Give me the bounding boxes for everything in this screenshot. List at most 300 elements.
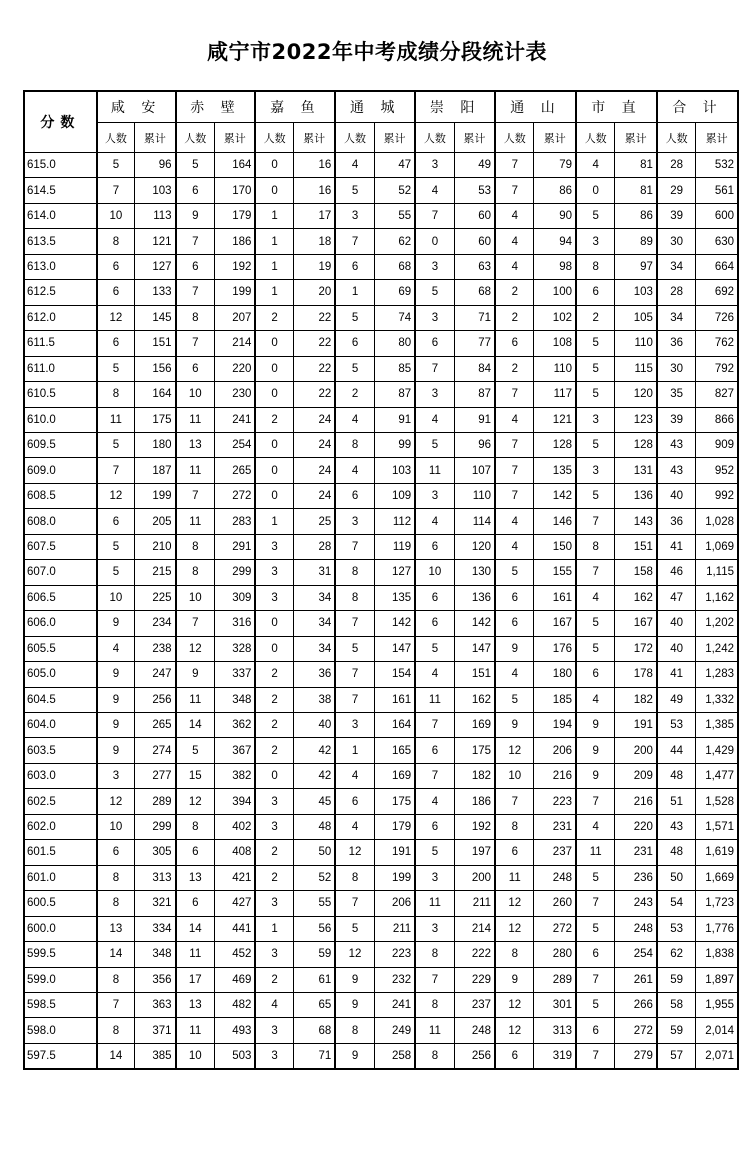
cumulative-cell: 726 — [696, 305, 738, 330]
cumulative-cell: 110 — [615, 331, 657, 356]
cumulative-cell: 792 — [696, 356, 738, 381]
cumulative-cell: 236 — [615, 865, 657, 890]
cumulative-cell: 211 — [454, 891, 495, 916]
count-cell: 10 — [97, 814, 135, 839]
count-header: 人数 — [657, 123, 696, 153]
cumulative-cell: 17 — [293, 203, 335, 228]
count-cell: 0 — [255, 382, 293, 407]
count-cell: 5 — [97, 153, 135, 178]
count-cell: 0 — [255, 153, 293, 178]
count-cell: 6 — [495, 840, 534, 865]
cumulative-cell: 40 — [293, 712, 335, 737]
cumulative-cell: 86 — [534, 178, 576, 203]
count-cell: 3 — [255, 814, 293, 839]
cumulative-cell: 34 — [293, 585, 335, 610]
count-cell: 11 — [176, 942, 215, 967]
cumulative-cell: 214 — [214, 331, 255, 356]
cumulative-cell: 128 — [615, 432, 657, 457]
score-cell: 611.0 — [24, 356, 97, 381]
score-distribution-table — [23, 90, 739, 1070]
cumulative-cell: 1,429 — [696, 738, 738, 763]
cumulative-cell: 1,242 — [696, 636, 738, 661]
count-cell: 4 — [576, 814, 615, 839]
score-cell: 603.5 — [24, 738, 97, 763]
count-cell: 7 — [335, 611, 374, 636]
cumulative-cell: 600 — [696, 203, 738, 228]
cumulative-cell: 31 — [293, 560, 335, 585]
cumulative-cell: 258 — [374, 1043, 415, 1069]
cumulative-cell: 142 — [374, 611, 415, 636]
cumulative-cell: 131 — [615, 458, 657, 483]
score-cell: 612.5 — [24, 280, 97, 305]
cumulative-cell: 155 — [534, 560, 576, 585]
cumulative-cell: 382 — [214, 763, 255, 788]
cumulative-cell: 28 — [293, 534, 335, 559]
count-header: 人数 — [97, 123, 135, 153]
count-cell: 11 — [415, 891, 454, 916]
cumulative-cell: 207 — [214, 305, 255, 330]
cumulative-cell: 561 — [696, 178, 738, 203]
count-cell: 0 — [255, 458, 293, 483]
count-cell: 7 — [576, 891, 615, 916]
table-row — [24, 483, 738, 508]
count-cell: 12 — [495, 992, 534, 1017]
count-cell: 12 — [335, 840, 374, 865]
count-cell: 4 — [335, 458, 374, 483]
cumulative-cell: 68 — [454, 280, 495, 305]
count-cell: 8 — [97, 891, 135, 916]
cumulative-cell: 185 — [534, 687, 576, 712]
cumulative-cell: 48 — [293, 814, 335, 839]
cumulative-cell: 206 — [374, 891, 415, 916]
cumulative-cell: 24 — [293, 432, 335, 457]
count-cell: 6 — [97, 509, 135, 534]
cumulative-cell: 81 — [615, 178, 657, 203]
score-cell: 599.0 — [24, 967, 97, 992]
table-row — [24, 203, 738, 228]
cumulative-cell: 337 — [214, 662, 255, 687]
table-row — [24, 254, 738, 279]
count-cell: 7 — [176, 611, 215, 636]
count-cell: 7 — [576, 560, 615, 585]
cumulative-header: 累计 — [534, 123, 576, 153]
cumulative-cell: 254 — [615, 942, 657, 967]
count-cell: 5 — [576, 432, 615, 457]
cumulative-cell: 178 — [615, 662, 657, 687]
count-cell: 3 — [576, 229, 615, 254]
cumulative-cell: 36 — [293, 662, 335, 687]
count-cell: 47 — [657, 585, 696, 610]
cumulative-cell: 16 — [293, 178, 335, 203]
count-cell: 7 — [415, 712, 454, 737]
region-header: 嘉 鱼 — [255, 91, 335, 123]
cumulative-cell: 1,028 — [696, 509, 738, 534]
cumulative-cell: 238 — [135, 636, 176, 661]
count-cell: 4 — [495, 254, 534, 279]
count-cell: 17 — [176, 967, 215, 992]
table-row — [24, 992, 738, 1017]
cumulative-header: 累计 — [214, 123, 255, 153]
score-cell: 602.5 — [24, 789, 97, 814]
count-cell: 1 — [335, 738, 374, 763]
count-cell: 6 — [415, 814, 454, 839]
cumulative-cell: 127 — [135, 254, 176, 279]
count-cell: 9 — [335, 992, 374, 1017]
count-cell: 8 — [576, 254, 615, 279]
cumulative-cell: 151 — [615, 534, 657, 559]
count-cell: 8 — [335, 1018, 374, 1043]
cumulative-cell: 49 — [454, 153, 495, 178]
count-cell: 5 — [335, 305, 374, 330]
count-cell: 8 — [576, 534, 615, 559]
header-row-regions — [24, 91, 738, 123]
count-cell: 6 — [576, 662, 615, 687]
cumulative-cell: 34 — [293, 636, 335, 661]
count-cell: 3 — [415, 483, 454, 508]
cumulative-cell: 84 — [454, 356, 495, 381]
cumulative-cell: 1,955 — [696, 992, 738, 1017]
cumulative-header: 累计 — [374, 123, 415, 153]
cumulative-cell: 135 — [374, 585, 415, 610]
count-cell: 41 — [657, 534, 696, 559]
count-cell: 11 — [176, 1018, 215, 1043]
cumulative-cell: 147 — [454, 636, 495, 661]
count-cell: 3 — [576, 407, 615, 432]
count-cell: 0 — [255, 763, 293, 788]
cumulative-cell: 261 — [615, 967, 657, 992]
count-cell: 11 — [176, 407, 215, 432]
cumulative-cell: 68 — [293, 1018, 335, 1043]
cumulative-cell: 24 — [293, 458, 335, 483]
count-cell: 8 — [495, 814, 534, 839]
cumulative-cell: 692 — [696, 280, 738, 305]
score-cell: 599.5 — [24, 942, 97, 967]
table-row — [24, 1043, 738, 1069]
table-row — [24, 407, 738, 432]
cumulative-cell: 234 — [135, 611, 176, 636]
cumulative-cell: 209 — [615, 763, 657, 788]
count-cell: 5 — [97, 432, 135, 457]
table-row — [24, 967, 738, 992]
cumulative-cell: 222 — [454, 942, 495, 967]
count-cell: 8 — [176, 305, 215, 330]
cumulative-cell: 199 — [214, 280, 255, 305]
count-cell: 9 — [97, 738, 135, 763]
table-row — [24, 382, 738, 407]
cumulative-cell: 45 — [293, 789, 335, 814]
count-cell: 3 — [255, 534, 293, 559]
count-cell: 3 — [415, 382, 454, 407]
count-cell: 7 — [335, 662, 374, 687]
cumulative-cell: 256 — [454, 1043, 495, 1069]
count-cell: 8 — [97, 865, 135, 890]
cumulative-cell: 55 — [374, 203, 415, 228]
count-cell: 48 — [657, 763, 696, 788]
count-cell: 9 — [97, 611, 135, 636]
count-cell: 40 — [657, 611, 696, 636]
cumulative-cell: 77 — [454, 331, 495, 356]
cumulative-cell: 274 — [135, 738, 176, 763]
count-cell: 39 — [657, 407, 696, 432]
count-cell: 51 — [657, 789, 696, 814]
count-cell: 9 — [335, 1043, 374, 1069]
cumulative-cell: 50 — [293, 840, 335, 865]
cumulative-cell: 229 — [454, 967, 495, 992]
cumulative-cell: 371 — [135, 1018, 176, 1043]
count-cell: 6 — [176, 178, 215, 203]
count-cell: 5 — [576, 483, 615, 508]
count-cell: 5 — [576, 611, 615, 636]
cumulative-cell: 147 — [374, 636, 415, 661]
cumulative-header: 累计 — [615, 123, 657, 153]
table-row — [24, 712, 738, 737]
cumulative-cell: 34 — [293, 611, 335, 636]
score-cell: 605.5 — [24, 636, 97, 661]
count-cell: 7 — [576, 1043, 615, 1069]
cumulative-cell: 56 — [293, 916, 335, 941]
cumulative-cell: 110 — [454, 483, 495, 508]
cumulative-cell: 151 — [135, 331, 176, 356]
score-cell: 606.0 — [24, 611, 97, 636]
count-cell: 6 — [495, 611, 534, 636]
table-row — [24, 891, 738, 916]
cumulative-cell: 60 — [454, 203, 495, 228]
cumulative-cell: 24 — [293, 407, 335, 432]
count-cell: 4 — [415, 407, 454, 432]
cumulative-cell: 121 — [534, 407, 576, 432]
region-header: 赤 壁 — [176, 91, 256, 123]
cumulative-cell: 1,115 — [696, 560, 738, 585]
score-cell: 609.0 — [24, 458, 97, 483]
count-cell: 4 — [495, 534, 534, 559]
count-cell: 2 — [255, 662, 293, 687]
cumulative-cell: 158 — [615, 560, 657, 585]
cumulative-cell: 81 — [615, 153, 657, 178]
count-cell: 12 — [495, 891, 534, 916]
cumulative-cell: 59 — [293, 942, 335, 967]
score-column-header: 分数 — [24, 91, 97, 153]
count-cell: 7 — [495, 432, 534, 457]
count-cell: 5 — [576, 916, 615, 941]
count-cell: 6 — [335, 483, 374, 508]
score-cell: 612.0 — [24, 305, 97, 330]
cumulative-cell: 169 — [454, 712, 495, 737]
count-cell: 1 — [255, 229, 293, 254]
cumulative-cell: 69 — [374, 280, 415, 305]
cumulative-cell: 179 — [374, 814, 415, 839]
count-cell: 14 — [97, 1043, 135, 1069]
cumulative-cell: 187 — [135, 458, 176, 483]
count-cell: 8 — [176, 814, 215, 839]
table-row — [24, 916, 738, 941]
count-cell: 57 — [657, 1043, 696, 1069]
score-cell: 613.5 — [24, 229, 97, 254]
cumulative-cell: 42 — [293, 738, 335, 763]
cumulative-cell: 1,897 — [696, 967, 738, 992]
cumulative-cell: 532 — [696, 153, 738, 178]
cumulative-cell: 53 — [454, 178, 495, 203]
count-cell: 12 — [97, 305, 135, 330]
count-cell: 2 — [255, 687, 293, 712]
cumulative-cell: 136 — [454, 585, 495, 610]
table-row — [24, 534, 738, 559]
count-cell: 0 — [255, 636, 293, 661]
cumulative-cell: 319 — [534, 1043, 576, 1069]
count-cell: 3 — [335, 509, 374, 534]
cumulative-cell: 265 — [214, 458, 255, 483]
cumulative-cell: 120 — [454, 534, 495, 559]
score-cell: 605.0 — [24, 662, 97, 687]
cumulative-cell: 220 — [214, 356, 255, 381]
count-cell: 13 — [97, 916, 135, 941]
count-cell: 8 — [176, 534, 215, 559]
cumulative-header: 累计 — [135, 123, 176, 153]
cumulative-cell: 247 — [135, 662, 176, 687]
count-cell: 8 — [335, 432, 374, 457]
count-cell: 7 — [97, 458, 135, 483]
score-cell: 611.5 — [24, 331, 97, 356]
cumulative-cell: 289 — [534, 967, 576, 992]
cumulative-cell: 866 — [696, 407, 738, 432]
cumulative-cell: 180 — [534, 662, 576, 687]
cumulative-cell: 85 — [374, 356, 415, 381]
cumulative-cell: 249 — [374, 1018, 415, 1043]
count-cell: 4 — [576, 585, 615, 610]
count-cell: 9 — [576, 712, 615, 737]
count-cell: 6 — [335, 789, 374, 814]
cumulative-cell: 493 — [214, 1018, 255, 1043]
count-cell: 6 — [97, 254, 135, 279]
count-cell: 3 — [255, 560, 293, 585]
count-cell: 2 — [255, 865, 293, 890]
count-cell: 1 — [255, 254, 293, 279]
count-cell: 12 — [495, 916, 534, 941]
cumulative-cell: 86 — [615, 203, 657, 228]
cumulative-cell: 87 — [374, 382, 415, 407]
count-cell: 7 — [176, 280, 215, 305]
cumulative-cell: 113 — [135, 203, 176, 228]
cumulative-cell: 367 — [214, 738, 255, 763]
count-cell: 3 — [415, 153, 454, 178]
count-cell: 4 — [576, 687, 615, 712]
cumulative-cell: 1,283 — [696, 662, 738, 687]
count-cell: 13 — [176, 432, 215, 457]
count-cell: 8 — [97, 967, 135, 992]
count-cell: 11 — [415, 1018, 454, 1043]
score-cell: 598.0 — [24, 1018, 97, 1043]
count-cell: 3 — [255, 1043, 293, 1069]
count-cell: 11 — [415, 458, 454, 483]
cumulative-cell: 98 — [534, 254, 576, 279]
count-cell: 7 — [335, 534, 374, 559]
count-cell: 7 — [495, 789, 534, 814]
table-row — [24, 356, 738, 381]
count-header: 人数 — [176, 123, 215, 153]
cumulative-cell: 427 — [214, 891, 255, 916]
count-cell: 3 — [255, 891, 293, 916]
score-cell: 606.5 — [24, 585, 97, 610]
cumulative-cell: 223 — [374, 942, 415, 967]
count-cell: 5 — [576, 203, 615, 228]
cumulative-cell: 348 — [214, 687, 255, 712]
count-cell: 6 — [576, 280, 615, 305]
cumulative-cell: 385 — [135, 1043, 176, 1069]
count-cell: 3 — [415, 916, 454, 941]
cumulative-cell: 1,332 — [696, 687, 738, 712]
count-cell: 2 — [335, 382, 374, 407]
count-cell: 6 — [415, 585, 454, 610]
count-cell: 12 — [495, 738, 534, 763]
cumulative-cell: 408 — [214, 840, 255, 865]
cumulative-cell: 180 — [135, 432, 176, 457]
count-cell: 40 — [657, 636, 696, 661]
count-cell: 5 — [97, 560, 135, 585]
cumulative-cell: 191 — [374, 840, 415, 865]
cumulative-cell: 216 — [615, 789, 657, 814]
count-cell: 0 — [255, 432, 293, 457]
count-cell: 11 — [176, 458, 215, 483]
count-cell: 11 — [97, 407, 135, 432]
cumulative-cell: 165 — [374, 738, 415, 763]
cumulative-cell: 192 — [214, 254, 255, 279]
cumulative-cell: 167 — [615, 611, 657, 636]
count-cell: 59 — [657, 967, 696, 992]
count-cell: 2 — [255, 840, 293, 865]
table-row — [24, 432, 738, 457]
count-cell: 0 — [255, 356, 293, 381]
count-cell: 12 — [176, 636, 215, 661]
cumulative-cell: 630 — [696, 229, 738, 254]
count-cell: 3 — [335, 712, 374, 737]
cumulative-cell: 664 — [696, 254, 738, 279]
count-cell: 8 — [97, 229, 135, 254]
count-cell: 36 — [657, 331, 696, 356]
count-cell: 6 — [176, 840, 215, 865]
count-cell: 12 — [335, 942, 374, 967]
cumulative-cell: 248 — [615, 916, 657, 941]
score-cell: 608.0 — [24, 509, 97, 534]
score-cell: 604.0 — [24, 712, 97, 737]
count-cell: 5 — [415, 840, 454, 865]
count-cell: 34 — [657, 254, 696, 279]
count-cell: 0 — [415, 229, 454, 254]
count-cell: 6 — [495, 1043, 534, 1069]
cumulative-cell: 167 — [534, 611, 576, 636]
count-cell: 9 — [495, 967, 534, 992]
count-cell: 9 — [97, 687, 135, 712]
cumulative-cell: 192 — [454, 814, 495, 839]
count-cell: 6 — [415, 534, 454, 559]
count-cell: 4 — [495, 203, 534, 228]
count-cell: 7 — [495, 458, 534, 483]
score-cell: 613.0 — [24, 254, 97, 279]
cumulative-cell: 175 — [135, 407, 176, 432]
score-cell: 600.5 — [24, 891, 97, 916]
cumulative-cell: 241 — [214, 407, 255, 432]
cumulative-cell: 309 — [214, 585, 255, 610]
score-cell: 615.0 — [24, 153, 97, 178]
cumulative-cell: 107 — [454, 458, 495, 483]
count-cell: 2 — [255, 712, 293, 737]
cumulative-cell: 214 — [454, 916, 495, 941]
cumulative-cell: 55 — [293, 891, 335, 916]
cumulative-cell: 112 — [374, 509, 415, 534]
count-cell: 7 — [576, 509, 615, 534]
count-cell: 8 — [415, 942, 454, 967]
cumulative-cell: 313 — [534, 1018, 576, 1043]
cumulative-cell: 91 — [374, 407, 415, 432]
cumulative-cell: 279 — [615, 1043, 657, 1069]
